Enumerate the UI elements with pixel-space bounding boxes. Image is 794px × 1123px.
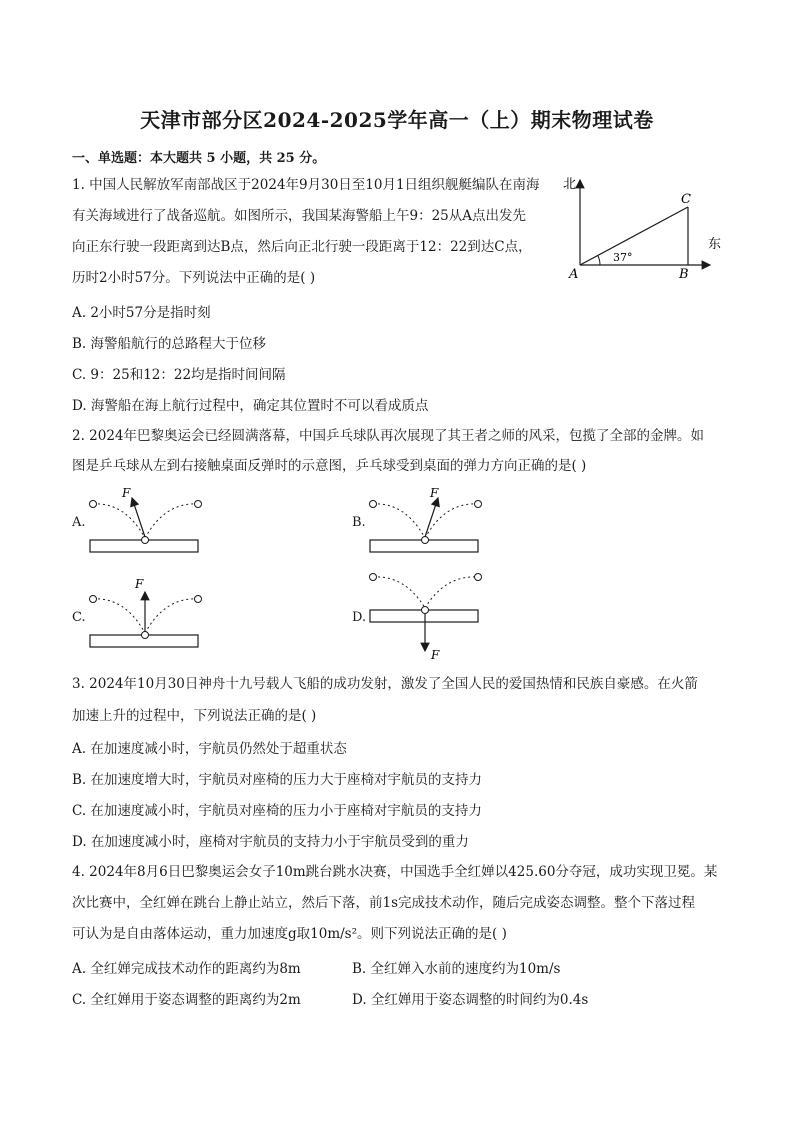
q3-option-c[interactable]: C. 在加速度减小时，宇航员对座椅的压力小于座椅对宇航员的支持力 — [72, 803, 482, 819]
svg-text:F: F — [122, 486, 131, 500]
q3-option-d[interactable]: D. 在加速度减小时，座椅对宇航员的支持力小于宇航员受到的重力 — [72, 834, 469, 850]
q1-option-c[interactable]: C. 9：25和12：22均是指时间间隔 — [72, 367, 286, 383]
q3-line-1: 3. 2024年10月30日神舟十九号载人飞船的成功发射，激发了全国人民的爱国热情和民族自豪感。在火箭 — [72, 676, 698, 692]
section-heading: 一、单选题：本大题共 5 小题，共 25 分。 — [72, 151, 326, 166]
q4-option-d[interactable]: D. 全红婵用于姿态调整的时间约为0.4s — [352, 992, 589, 1008]
q1-option-a[interactable]: A. 2小时57分是指时刻 — [72, 305, 211, 321]
point-b-label: B — [679, 267, 689, 282]
point-c-label: C — [681, 192, 691, 207]
q4-line-2: 次比赛中，全红婵在跳台上静止站立，然后下落，前1s完成技术动作，随后完成姿态调整。整个下落过程 — [72, 895, 696, 911]
q2-line-1: 2. 2024年巴黎奥运会已经圆满落幕，中国乒乓球队再次展现了其王者之师的风采，包揽了全部的金牌。如 — [72, 428, 705, 444]
q4-line-3: 可认为是自由落体运动，重力加速度g取10m/s²。则下列说法正确的是( ) — [72, 926, 507, 942]
q2-option-b-figure — [365, 480, 495, 560]
q2-option-d-figure — [365, 565, 495, 665]
q1-navigation-diagram — [555, 170, 735, 290]
page-title: 天津市部分区2024-2025学年高一（上）期末物理试卷 — [140, 108, 654, 132]
q3-option-a[interactable]: A. 在加速度减小时，宇航员仍然处于超重状态 — [72, 741, 347, 757]
q4-option-c[interactable]: C. 全红婵用于姿态调整的距离约为2m — [72, 992, 301, 1008]
q2-option-d-label[interactable]: D. — [352, 610, 367, 625]
q4-option-a[interactable]: A. 全红婵完成技术动作的距离约为8m — [72, 961, 301, 977]
q2-option-c-figure — [85, 575, 215, 655]
angle-arc — [598, 256, 600, 265]
q2-option-c-label[interactable]: C. — [72, 610, 86, 625]
q2-option-a-figure — [85, 480, 215, 560]
north-label: 北 — [563, 177, 577, 192]
q1-option-d[interactable]: D. 海警船在海上航行过程中，确定其位置时不可以看成质点 — [72, 398, 429, 414]
point-a-label: A — [569, 267, 579, 282]
q2-option-a-label[interactable]: A. — [72, 515, 86, 530]
q4-line-1: 4. 2024年8月6日巴黎奥运会女子10m跳台跳水决赛，中国选手全红婵以425.60分夺冠，成功实现卫冕。某 — [72, 864, 718, 880]
svg-text:F: F — [431, 648, 440, 662]
path-ac — [580, 207, 688, 265]
q1-line-1: 1. 中国人民解放军南部战区于2024年9月30日至10月1日组织舰艇编队在南海 — [72, 177, 540, 193]
q3-option-b[interactable]: B. 在加速度增大时，宇航员对座椅的压力大于座椅对宇航员的支持力 — [72, 772, 483, 788]
q3-line-2: 加速上升的过程中，下列说法正确的是( ) — [72, 708, 317, 724]
q1-line-4: 历时2小时57分。下列说法中正确的是( ) — [72, 270, 316, 286]
svg-text:F: F — [135, 577, 144, 591]
q1-option-b[interactable]: B. 海警船航行的总路程大于位移 — [72, 336, 267, 352]
q1-line-2: 有关海域进行了战备巡航。如图所示，我国某海警船上午9：25从A点出发先 — [72, 208, 527, 224]
q1-line-3: 向正东行驶一段距离到达B点，然后向正北行驶一段距离于12：22到达C点， — [72, 239, 532, 255]
q2-line-2: 图是乒乓球从左到右接触桌面反弹时的示意图，乒乓球受到桌面的弹力方向正确的是( ) — [72, 458, 587, 474]
q4-option-b[interactable]: B. 全红婵入水前的速度约为10m/s — [352, 961, 561, 977]
east-label: 东 — [708, 237, 722, 252]
angle-label: 37° — [613, 251, 633, 264]
q2-option-b-label[interactable]: B. — [352, 515, 366, 530]
svg-text:F: F — [430, 486, 439, 500]
